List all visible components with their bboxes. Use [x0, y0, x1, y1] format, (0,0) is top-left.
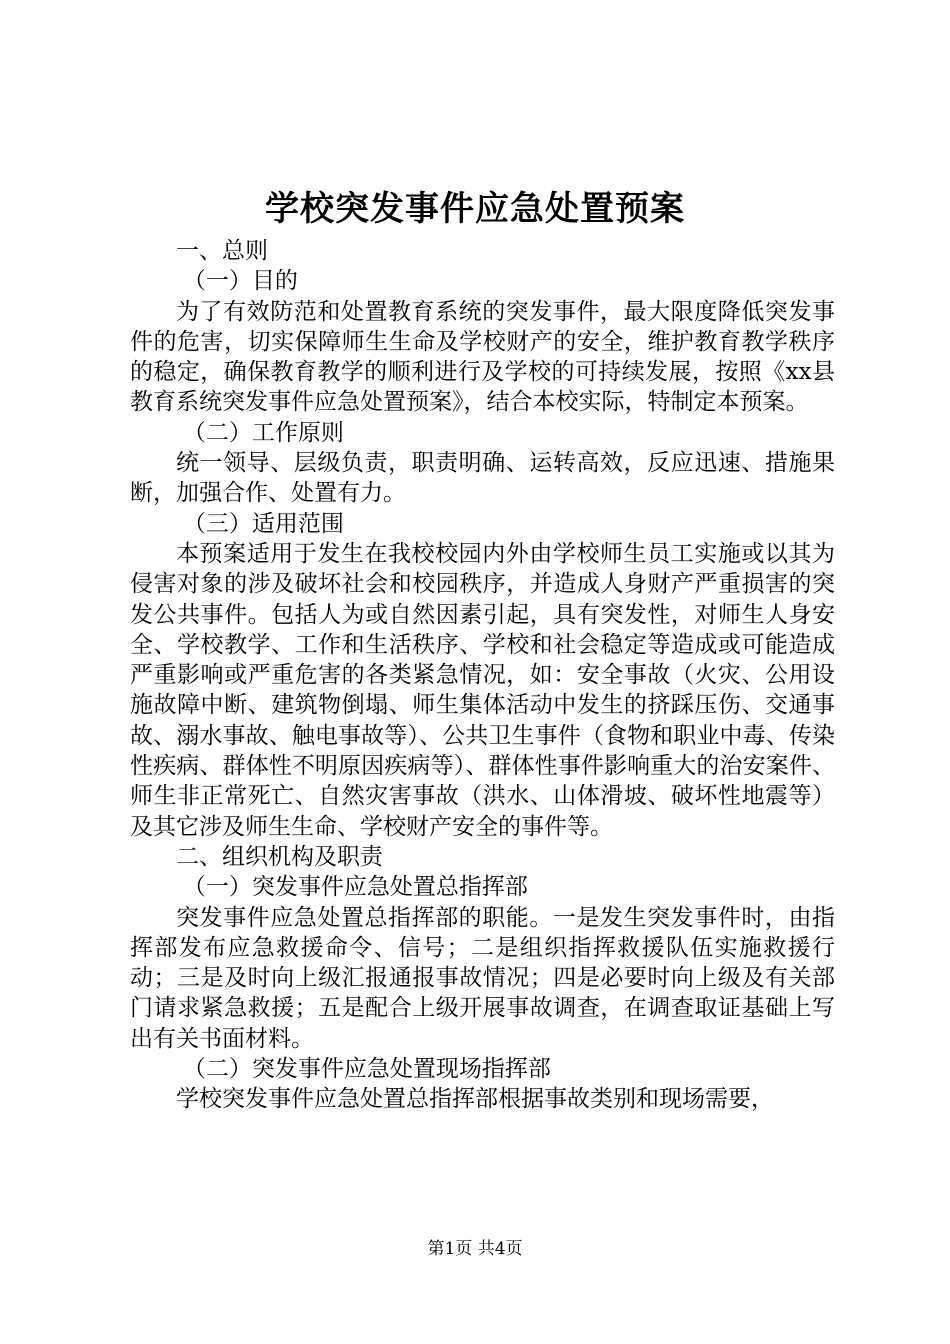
section-heading: 一、总则: [176, 238, 268, 264]
paragraph: 突发事件应急处置总指挥部的职能。一是发生突发事件时，由指挥部发布应急救援命令、信号；二是组织指挥救援队伍实施救援行动；三是及时向上级汇报通报事故情况；四是必要时向上级及有关部门请求紧急救援；五是配合上级开展事故调查，在调查取证基础上写出有关书面材料。: [130, 904, 835, 1052]
page-number: 第1页 共4页: [427, 1239, 523, 1259]
subsection-heading: （一）目的: [182, 268, 298, 295]
paragraph: 为了有效防范和处置教育系统的突发事件，最大限度降低突发事件的危害，切实保障师生生命及学校财产的安全，维护教育教学秩序的稳定，确保教育教学的顺利进行及学校的可持续发展，按照《xx县教育系统突发事件应急处置预案》，结合本校实际，特制定本预案。: [130, 298, 835, 416]
subsection-heading: （二）突发事件应急处置现场指挥部: [182, 1056, 551, 1083]
subsection-heading: （一）突发事件应急处置总指挥部: [182, 874, 528, 901]
document-body: [130, 236, 835, 1115]
paragraph: 本预案适用于发生在我校校园内外由学校师生员工实施或以其为侵害对象的涉及破坏社会和校园秩序，并造成人身财产严重损害的突发公共事件。包括人为或自然因素引起，具有突发性，对师生人身安全、学校教学、工作和生活秩序、学校和社会稳定等造成或可能造成严重影响或严重危害的各类紧急情况，如：安全事故（火灾、公用设施故障中断、建筑物倒塌、师生集体活动中发生的挤踩压伤、交通事故、溺水事故、触电事故等）、公共卫生事件（食物和职业中毒、传染性疾病、群体性不明原因疾病等）、群体性事件影响重大的治安案件、师生非正常死亡、自然灾害事故（洪水、山体滑坡、破坏性地震等）及其它涉及师生生命、学校财产安全的事件等。: [130, 540, 835, 840]
document-title: 学校突发事件应急处置预案: [265, 189, 685, 229]
subsection-heading: （三）适用范围: [182, 510, 344, 537]
paragraph: 统一领导、层级负责，职责明确、运转高效，反应迅速、措施果断，加强合作、处置有力。: [130, 450, 835, 507]
section-heading: 二、组织机构及职责: [176, 843, 383, 870]
subsection-heading: （二）工作原则: [182, 419, 344, 446]
paragraph: 学校突发事件应急处置总指挥部根据事故类别和现场需要，: [176, 1086, 774, 1113]
